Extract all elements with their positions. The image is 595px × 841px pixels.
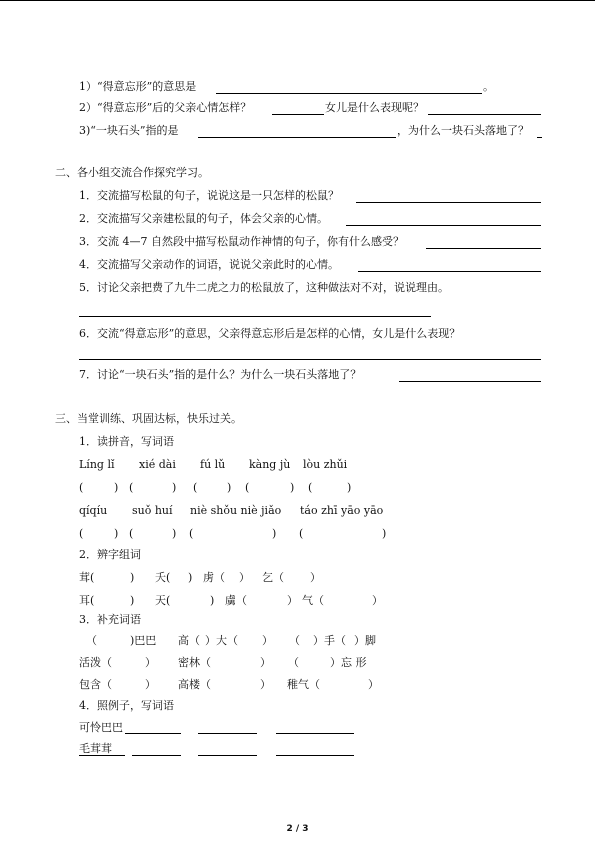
s2-item-4: 4．交流描写父亲动作的词语，说说父亲此时的心情。 bbox=[79, 258, 339, 271]
bu-r1-3: 高（ bbox=[178, 634, 200, 647]
s2-item-6-blank[interactable] bbox=[79, 359, 541, 360]
top-border-rule bbox=[0, 0, 595, 1]
example-1-blank-1[interactable] bbox=[125, 733, 181, 734]
ans-r2-3-open: ( bbox=[189, 527, 194, 540]
q3-text-b: ，为什么一块石头落地了？ bbox=[397, 124, 529, 137]
s3-sub4: 4．照例子，写词语 bbox=[79, 699, 174, 712]
ans-r1-3-close: ) bbox=[227, 481, 232, 494]
s2-item-7: 7．讨论“一块石头”指的是什么？为什么一块石头落地了？ bbox=[79, 368, 362, 381]
ans-r1-4-open: ( bbox=[245, 481, 250, 494]
example-1-blank-3[interactable] bbox=[276, 733, 354, 734]
ans-r2-3-close: ) bbox=[272, 527, 277, 540]
s2-item-4-blank[interactable] bbox=[358, 271, 541, 272]
ans-r1-3-open: ( bbox=[193, 481, 198, 494]
s2-item-7-blank[interactable] bbox=[399, 381, 541, 382]
q2-answer-blank-a[interactable] bbox=[272, 114, 324, 115]
example-2-blank-3[interactable] bbox=[276, 755, 354, 756]
example-1-blank-2[interactable] bbox=[198, 733, 257, 734]
bu-r1-2: )巴巴 bbox=[130, 634, 157, 647]
bu-r2-6: ）忘 形 bbox=[330, 656, 367, 669]
bu-r3-1: 包含（ bbox=[79, 678, 112, 691]
q2-text-b: 女儿是什么表现呢？ bbox=[325, 101, 424, 114]
q2-text-a: 2）“得意忘形”后的父亲心情怎样？ bbox=[79, 101, 252, 114]
s2-item-6: 6．交流“得意忘形”的意思，父亲得意忘形后是怎样的心情，女儿是什么表现？ bbox=[79, 327, 461, 340]
bu-r2-2: ） bbox=[145, 656, 156, 669]
pinyin-3: fú lǔ bbox=[200, 458, 226, 471]
bu-r3-5: 稚气（ bbox=[287, 678, 320, 691]
q3-answer-blank-b[interactable] bbox=[537, 137, 542, 138]
ans-r2-2-close: ) bbox=[172, 527, 177, 540]
bian-r1-3a: 虏（ bbox=[203, 571, 225, 584]
s3-sub1: 1．读拼音，写词语 bbox=[79, 435, 174, 448]
ans-r1-4-close: ) bbox=[290, 481, 295, 494]
example-1: 可怜巴巴 bbox=[79, 721, 123, 734]
page-number: 2 / 3 bbox=[286, 824, 309, 834]
ans-r1-1-open: ( bbox=[79, 481, 84, 494]
ans-r1-2-close: ) bbox=[172, 481, 177, 494]
s2-item-1-blank[interactable] bbox=[356, 202, 541, 203]
bu-r3-6: ） bbox=[368, 678, 379, 691]
ans-r1-5-open: ( bbox=[308, 481, 313, 494]
s2-item-5: 5．讨论父亲把费了九牛二虎之力的松鼠放了，这种做法对不对，说说理由。 bbox=[79, 281, 449, 294]
ans-r2-1-close: ) bbox=[114, 527, 119, 540]
s3-sub3: 3．补充词语 bbox=[79, 613, 141, 626]
bu-r3-2: ） bbox=[145, 678, 156, 691]
ans-r2-2-open: ( bbox=[129, 527, 134, 540]
bian-r1-2a: 夭( bbox=[155, 571, 171, 584]
bian-r1-4b: ） bbox=[310, 571, 321, 584]
ans-r1-2-open: ( bbox=[129, 481, 134, 494]
pinyin-6: qíqíu bbox=[79, 504, 108, 517]
bu-r1-5: ） bbox=[262, 634, 273, 647]
ans-r1-5-close: ) bbox=[347, 481, 352, 494]
bu-r1-6: （ bbox=[289, 634, 300, 647]
pinyin-9: táo zhī yāo yāo bbox=[300, 504, 384, 517]
s2-item-5-blank[interactable] bbox=[79, 316, 431, 317]
ans-r2-4-open: ( bbox=[299, 527, 304, 540]
bian-r1-1a: 茸( bbox=[79, 571, 95, 584]
example-2-blank-2[interactable] bbox=[198, 755, 257, 756]
pinyin-5: lòu zhǔi bbox=[303, 458, 348, 471]
q3-answer-blank-a[interactable] bbox=[198, 137, 396, 138]
pinyin-7: suǒ huí bbox=[132, 504, 173, 517]
bian-r1-1b: ) bbox=[130, 571, 135, 584]
ans-r1-1-close: ) bbox=[114, 481, 119, 494]
q1-answer-blank[interactable] bbox=[216, 93, 482, 94]
bian-r1-3b: ） bbox=[239, 571, 250, 584]
pinyin-4: kàng jù bbox=[249, 458, 291, 471]
bian-r1-4a: 乞（ bbox=[262, 571, 284, 584]
ans-r2-1-open: ( bbox=[79, 527, 84, 540]
bu-r1-7: ）手（ bbox=[313, 634, 346, 647]
q1-end-mark: 。 bbox=[483, 80, 494, 93]
bian-r1-2b: ) bbox=[188, 571, 193, 584]
q3-text-a: 3)“一块石头”指的是 bbox=[79, 124, 179, 137]
s2-item-2: 2．交流描写父亲建松鼠的句子，体会父亲的心情。 bbox=[79, 212, 328, 225]
bian-r2-1a: 耳( bbox=[79, 594, 95, 607]
s2-item-3: 3．交流 4—7 自然段中描写松鼠动作神情的句子，你有什么感受？ bbox=[79, 235, 404, 248]
section3-title: 三、当堂训练、巩固达标，快乐过关。 bbox=[55, 412, 242, 425]
bian-r2-4a: 气（ bbox=[302, 594, 324, 607]
bu-r2-1: 活泼（ bbox=[79, 656, 112, 669]
section2-title: 二、各小组交流合作探究学习。 bbox=[55, 166, 209, 179]
example-2: 毛茸茸 bbox=[79, 742, 112, 755]
example-2-blank-1[interactable] bbox=[132, 755, 181, 756]
s3-sub2: 2．辨字组词 bbox=[79, 548, 141, 561]
s2-item-3-blank[interactable] bbox=[426, 248, 541, 249]
q1-text: 1）“得意忘形”的意思是 bbox=[79, 80, 197, 93]
bian-r2-3b: ） bbox=[287, 594, 298, 607]
bian-r2-4b: ） bbox=[372, 594, 383, 607]
bian-r2-2b: ) bbox=[210, 594, 215, 607]
bu-r3-3: 高楼（ bbox=[178, 678, 211, 691]
bu-r1-8: ）脚 bbox=[354, 634, 376, 647]
bu-r2-5: （ bbox=[288, 656, 299, 669]
s2-item-2-blank[interactable] bbox=[346, 225, 541, 226]
pinyin-8: niè shǒu niè jiǎo bbox=[190, 504, 282, 517]
bu-r2-3: 密林（ bbox=[178, 656, 211, 669]
bu-r3-4: ） bbox=[260, 678, 271, 691]
q2-answer-blank-b[interactable] bbox=[428, 114, 541, 115]
bu-r2-4: ） bbox=[260, 656, 271, 669]
example-2-underline bbox=[79, 755, 125, 756]
pinyin-2: xié dài bbox=[139, 458, 176, 471]
ans-r2-4-close: ) bbox=[382, 527, 387, 540]
bian-r2-1b: ) bbox=[130, 594, 135, 607]
bian-r2-3a: 虜（ bbox=[225, 594, 247, 607]
pinyin-1: Líng lǐ bbox=[79, 458, 115, 471]
s2-item-1: 1．交流描写松鼠的句子，说说这是一只怎样的松鼠？ bbox=[79, 189, 339, 202]
bu-r1-1: （ bbox=[86, 634, 97, 647]
bian-r2-2a: 天( bbox=[155, 594, 171, 607]
bu-r1-4: ）大（ bbox=[205, 634, 238, 647]
